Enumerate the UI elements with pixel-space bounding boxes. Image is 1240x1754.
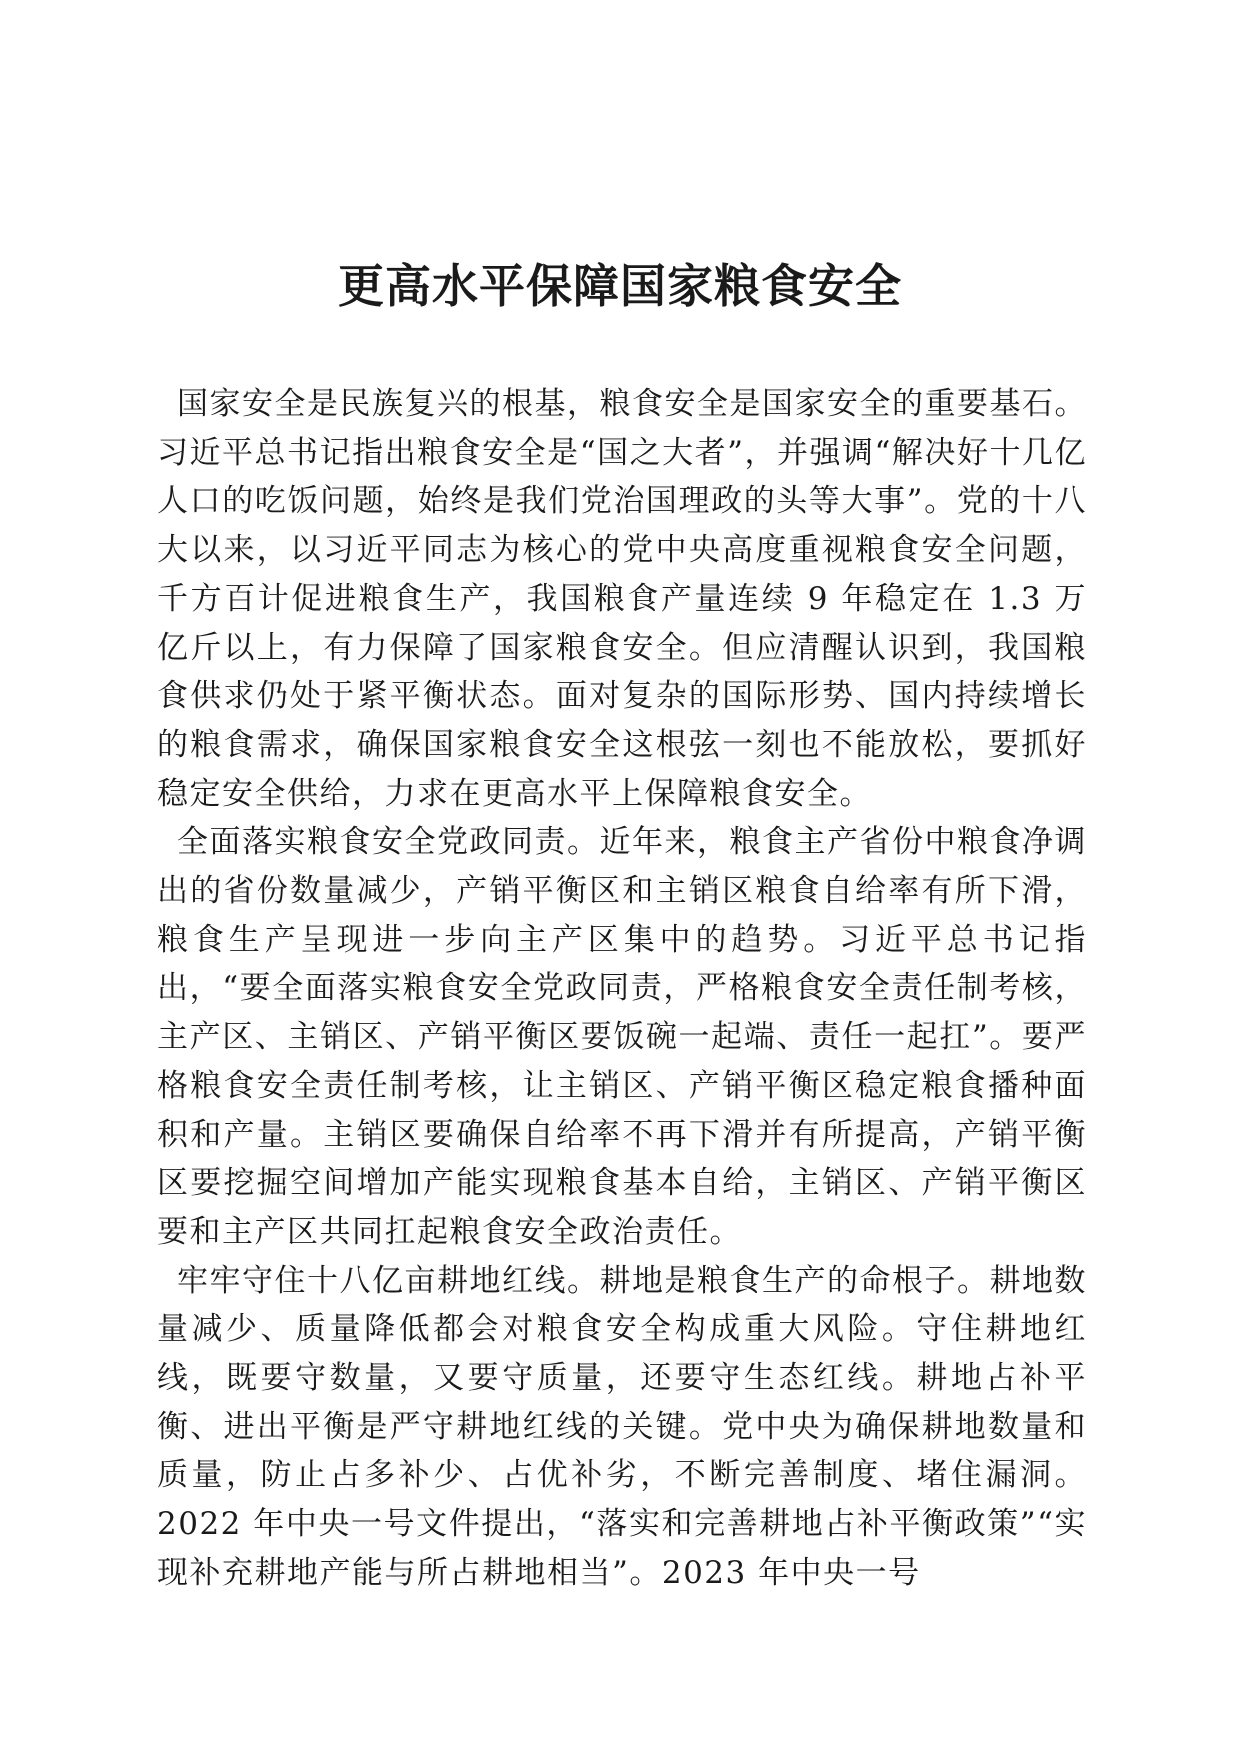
document-title: 更高水平保障国家粮食安全 (338, 259, 902, 313)
paragraph-responsibility: 全面落实粮食安全党政同责。近年来，粮食主产省份中粮食净调出的省份数量减少，产销平衡区和主销区粮食自给率有所下滑，粮食生产呈现进一步向主产区集中的趋势。习近平总书记指出，“要全面落实粮食安全党政同责，严格粮食安全责任制考核，主产区、主销区、产销平衡区要饭碗一起端、责任一起扛”。要严格粮食安全责任制考核，让主销区、产销平衡区稳定粮食播种面积和产量。主销区要确保自给率不再下滑并有所提高，产销平衡区要挖掘空间增加产能实现粮食基本自给，主销区、产销平衡区要和主产区共同扛起粮食安全政治责任。 (157, 824, 1087, 1250)
paragraph-intro: 国家安全是民族复兴的根基，粮食安全是国家安全的重要基石。习近平总书记指出粮食安全是“国之大者”，并强调“解决好十几亿人口的吃饭问题，始终是我们党治国理政的头等大事”。党的十八大以来，以习近平同志为核心的党中央高度重视粮食安全问题，千方百计促进粮食生产，我国粮食产量连续 9 年稳定在 1.3 万亿斤以上，有力保障了国家粮食安全。但应清醒认识到，我国粮食供求仍处于紧平衡状态。面对复杂的国际形势、国内持续增长的粮食需求，确保国家粮食安全这根弦一刻也不能放松，要抓好稳定安全供给，力求在更高水平上保障粮食安全。 (157, 386, 1087, 812)
paragraph-farmland: 牢牢守住十八亿亩耕地红线。耕地是粮食生产的命根子。耕地数量减少、质量降低都会对粮食安全构成重大风险。守住耕地红线，既要守数量，又要守质量，还要守生态红线。耕地占补平衡、进出平衡是严守耕地红线的关键。党中央为确保耕地数量和质量，防止占多补少、占优补劣，不断完善制度、堵住漏洞。2022 年中央一号文件提出，“落实和完善耕地占补平衡政策”“实现补充耕地产能与所占耕地相当”。2023 年中央一号 (157, 1262, 1087, 1591)
document-body (157, 380, 1087, 1598)
